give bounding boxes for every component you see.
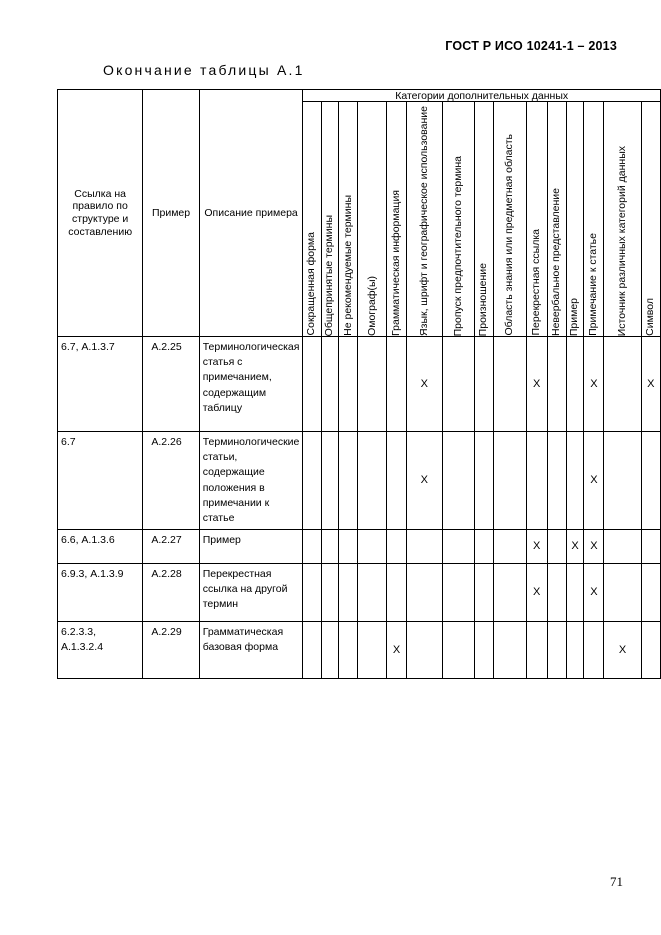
category-mark — [358, 621, 387, 678]
category-mark — [358, 529, 387, 563]
category-mark: X — [641, 336, 660, 431]
example-id: А.2.29 — [143, 621, 199, 678]
example-description: Перекрестная ссылка на другой термин — [199, 563, 303, 621]
category-mark: X — [406, 336, 442, 431]
example-id: А.2.28 — [143, 563, 199, 621]
category-mark — [474, 621, 493, 678]
category-mark — [493, 563, 526, 621]
category-mark — [358, 563, 387, 621]
category-mark — [547, 336, 566, 431]
category-mark — [442, 431, 474, 529]
category-mark — [474, 431, 493, 529]
category-mark: X — [526, 563, 547, 621]
rule-reference: 6.7 — [58, 431, 143, 529]
category-mark — [474, 529, 493, 563]
category-mark — [442, 336, 474, 431]
category-header: Область знания или предметная область — [493, 102, 526, 337]
category-mark: X — [584, 431, 604, 529]
category-mark — [547, 529, 566, 563]
category-mark — [358, 431, 387, 529]
rule-reference: 6.6, А.1.3.6 — [58, 529, 143, 563]
table-row — [58, 336, 661, 431]
category-mark — [406, 621, 442, 678]
rule-reference: 6.7, А.1.3.7 — [58, 336, 143, 431]
category-mark — [474, 336, 493, 431]
category-mark — [339, 336, 358, 431]
category-mark — [547, 431, 566, 529]
category-mark — [321, 563, 338, 621]
category-mark — [303, 336, 321, 431]
category-mark — [604, 563, 641, 621]
example-id: А.2.26 — [143, 431, 199, 529]
table-row — [58, 563, 661, 621]
category-mark — [339, 563, 358, 621]
category-header: Общепринятые термины — [321, 102, 338, 337]
category-mark — [566, 621, 583, 678]
category-mark — [526, 431, 547, 529]
category-mark: X — [566, 529, 583, 563]
category-header: Источник различных категорий данных — [604, 102, 641, 337]
category-mark — [641, 621, 660, 678]
category-header: Сокращенная форма — [303, 102, 321, 337]
category-header: Пропуск предпочтительного термина — [442, 102, 474, 337]
category-mark — [339, 621, 358, 678]
category-mark — [406, 563, 442, 621]
category-mark — [321, 336, 338, 431]
category-mark — [526, 621, 547, 678]
category-mark — [303, 563, 321, 621]
table-row — [58, 621, 661, 678]
category-mark — [547, 621, 566, 678]
category-mark — [442, 621, 474, 678]
category-mark — [641, 529, 660, 563]
rule-reference: 6.9.3, А.1.3.9 — [58, 563, 143, 621]
category-header: Невербальное представление — [547, 102, 566, 337]
category-mark — [566, 431, 583, 529]
col-header-reference: Ссылка на правило по структуре и составлению — [58, 90, 143, 337]
table-row — [58, 431, 661, 529]
category-mark — [604, 336, 641, 431]
category-mark — [641, 563, 660, 621]
category-mark — [321, 529, 338, 563]
category-mark — [493, 529, 526, 563]
category-mark — [321, 621, 338, 678]
example-id: А.2.25 — [143, 336, 199, 431]
table-row — [58, 529, 661, 563]
category-mark — [604, 529, 641, 563]
category-mark — [303, 529, 321, 563]
category-mark — [387, 563, 406, 621]
category-mark — [321, 431, 338, 529]
category-mark: X — [526, 336, 547, 431]
category-mark — [474, 563, 493, 621]
rule-reference: 6.2.3.3, А.1.3.2.4 — [58, 621, 143, 678]
category-header: Омограф(ы) — [358, 102, 387, 337]
category-header: Не рекомендуемые термины — [339, 102, 358, 337]
category-mark — [493, 336, 526, 431]
category-mark — [547, 563, 566, 621]
category-mark: X — [526, 529, 547, 563]
category-mark — [442, 529, 474, 563]
example-description: Терминологическая статья с примечанием, содержащим таблицу — [199, 336, 303, 431]
category-mark — [387, 431, 406, 529]
category-mark — [387, 529, 406, 563]
category-header: Перекрестная ссылка — [526, 102, 547, 337]
category-mark: X — [604, 621, 641, 678]
category-header: Пример — [566, 102, 583, 337]
category-mark — [566, 336, 583, 431]
category-mark — [604, 431, 641, 529]
category-mark — [406, 529, 442, 563]
category-mark — [339, 431, 358, 529]
category-header: Язык, шрифт и географическое использование — [406, 102, 442, 337]
category-header: Символ — [641, 102, 660, 337]
category-mark — [641, 431, 660, 529]
example-id: А.2.27 — [143, 529, 199, 563]
category-mark: X — [584, 529, 604, 563]
example-description: Терминологические статьи, содержащие положения в примечании к статье — [199, 431, 303, 529]
category-mark — [493, 621, 526, 678]
category-mark — [303, 621, 321, 678]
category-mark — [339, 529, 358, 563]
category-mark: X — [406, 431, 442, 529]
data-categories-table — [57, 89, 661, 679]
category-mark — [566, 563, 583, 621]
category-mark — [387, 336, 406, 431]
category-mark — [584, 621, 604, 678]
page-number: 71 — [610, 874, 623, 889]
category-mark — [358, 336, 387, 431]
document-header: ГОСТ Р ИСО 10241-1 – 2013 — [445, 39, 617, 53]
category-mark: X — [584, 563, 604, 621]
category-mark: X — [387, 621, 406, 678]
category-header: Примечание к статье — [584, 102, 604, 337]
category-header: Произношение — [474, 102, 493, 337]
col-header-description: Описание примера — [199, 90, 303, 337]
category-group-header: Категории дополнительных данных — [303, 90, 661, 102]
table-caption: Окончание таблицы А.1 — [103, 62, 305, 78]
category-mark — [493, 431, 526, 529]
category-mark — [442, 563, 474, 621]
example-description: Пример — [199, 529, 303, 563]
category-mark — [303, 431, 321, 529]
category-header: Грамматическая информация — [387, 102, 406, 337]
example-description: Грамматическая базовая форма — [199, 621, 303, 678]
col-header-example: Пример — [143, 90, 199, 337]
category-mark: X — [584, 336, 604, 431]
